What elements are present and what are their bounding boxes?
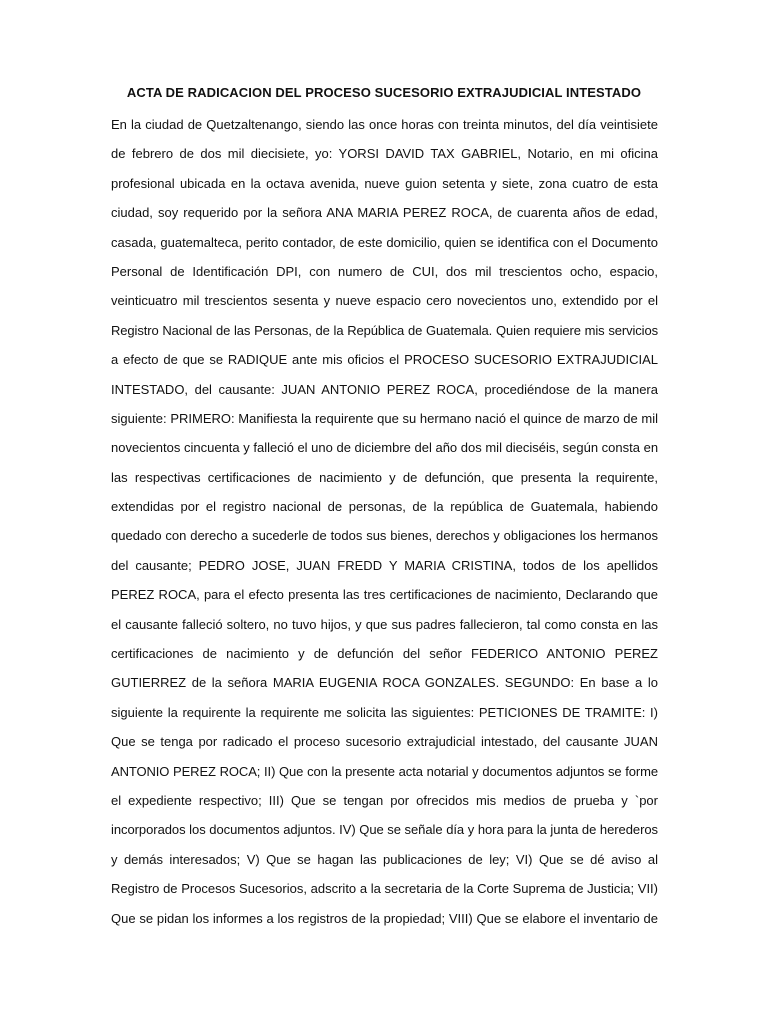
- body-line: Registro de Procesos Sucesorios, adscrito a la secretaria de la Corte Suprema de Justicia; VII): [111, 881, 658, 897]
- document-title: ACTA DE RADICACION DEL PROCESO SUCESORIO EXTRAJUDICIAL INTESTADO: [126, 85, 642, 100]
- body-line: Personal de Identificación DPI, con numero de CUI, dos mil trescientos ocho, espacio,: [111, 263, 658, 279]
- body-line: el expediente respectivo; III) Que se tengan por ofrecidos mis medios de prueba y `por: [111, 792, 658, 808]
- body-line: profesional ubicada en la octava avenida, nueve guion setenta y siete, zona cuatro de esta: [111, 175, 658, 191]
- body-line: de febrero de dos mil diecisiete, yo: YORSI DAVID TAX GABRIEL, Notario, en mi oficina: [111, 146, 658, 162]
- body-line: Que se tenga por radicado el proceso sucesorio extrajudicial intestado, del causante JUAN: [111, 734, 658, 750]
- body-line: En la ciudad de Quetzaltenango, siendo las once horas con treinta minutos, del día veintisiete: [111, 117, 658, 132]
- body-line: y demás interesados; V) Que se hagan las publicaciones de ley; VI) Que se dé aviso al: [111, 851, 658, 867]
- body-line: extendidas por el registro nacional de personas, de la república de Guatemala, habiendo: [111, 499, 658, 515]
- body-line: novecientos cincuenta y falleció el uno de diciembre del año dos mil dieciséis, según consta en: [111, 440, 659, 456]
- body-line: a efecto de que se RADIQUE ante mis oficios el PROCESO SUCESORIO EXTRAJUDICIAL: [111, 352, 658, 368]
- body-line: certificaciones de nacimiento y de defunción del señor FEDERICO ANTONIO PEREZ: [111, 646, 658, 662]
- body-line: ciudad, soy requerido por la señora ANA MARIA PEREZ ROCA, de cuarenta años de edad,: [111, 205, 658, 221]
- body-line: Registro Nacional de las Personas, de la República de Guatemala. Quien requiere mis servicios: [111, 322, 658, 338]
- body-line: ANTONIO PEREZ ROCA; II) Que con la presente acta notarial y documentos adjuntos se forme: [111, 763, 658, 779]
- body-line: casada, guatemalteca, perito contador, de este domicilio, quien se identifica con el Documento: [111, 234, 658, 250]
- body-line: incorporados los documentos adjuntos. IV) Que se señale día y hora para la junta de herederos: [111, 822, 658, 838]
- body-line: quedado con derecho a sucederle de todos sus bienes, derechos y obligaciones los hermanos: [111, 528, 658, 544]
- document-body: [111, 110, 658, 933]
- body-line: Que se pidan los informes a los registros de la propiedad; VIII) Que se elabore el inventario de: [111, 910, 658, 926]
- body-line: veinticuatro mil trescientos sesenta y nueve espacio cero novecientos uno, extendido por el: [111, 293, 658, 309]
- body-line: siguiente la requirente la requirente me solicita las siguientes: PETICIONES DE TRAMITE: I): [111, 704, 658, 720]
- body-line: GUTIERREZ de la señora MARIA EUGENIA ROCA GONZALES. SEGUNDO: En base a lo: [111, 675, 658, 691]
- body-line: PEREZ ROCA, para el efecto presenta las tres certificaciones de nacimiento, Declarando que: [111, 587, 658, 603]
- body-line: INTESTADO, del causante: JUAN ANTONIO PEREZ ROCA, procediéndose de la manera: [111, 381, 658, 397]
- body-line: del causante; PEDRO JOSE, JUAN FREDD Y MARIA CRISTINA, todos de los apellidos: [111, 557, 658, 573]
- body-line: siguiente: PRIMERO: Manifiesta la requirente que su hermano nació el quince de marzo de mil: [111, 410, 658, 426]
- body-line: el causante falleció soltero, no tuvo hijos, y que sus padres fallecieron, tal como consta en las: [111, 616, 658, 632]
- body-line: las respectivas certificaciones de nacimiento y de defunción, que presenta la requirente,: [111, 469, 658, 485]
